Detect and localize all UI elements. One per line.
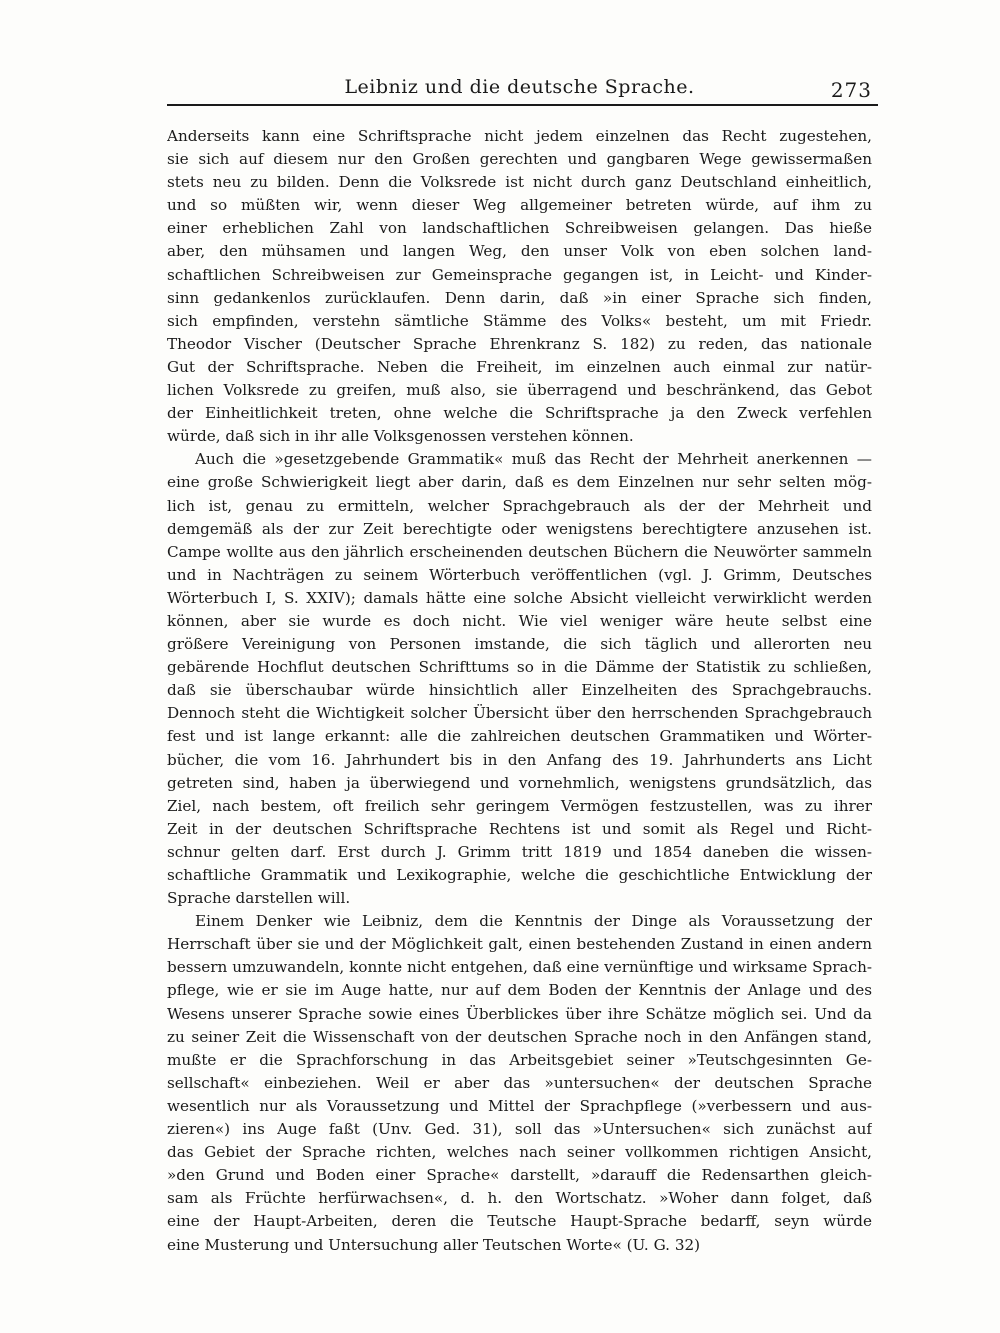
text-line: bücher, die vom 16. Jahrhundert bis in den Anfang des 19. Jahrhunderts ans Licht — [167, 750, 872, 769]
text-line: Ziel, nach bestem, oft freilich sehr geringem Vermögen festzustellen, was zu ihrer — [167, 796, 872, 815]
text-line: schaftlichen Schreibweisen zur Gemeinsprache gegangen ist, in Leicht- und Kinder- — [167, 265, 872, 284]
text-line: größere Vereinigung von Personen imstande, die sich täglich und allerorten neu — [167, 635, 872, 654]
text-line: sie sich auf diesem nur den Großen gerechten und gangbaren Wege gewissermaßen — [167, 150, 872, 169]
text-line: demgemäß als der zur Zeit berechtigte oder wenigstens berechtigtere anzusehen ist. — [167, 519, 872, 538]
text-line: Wesens unserer Sprache sowie eines Überblickes über ihre Schätze möglich sei. Und da — [167, 1004, 872, 1023]
text-line: getreten sind, haben ja überwiegend und vornehmlich, wenigstens grundsätzlich, das — [167, 773, 872, 792]
paragraph — [167, 125, 872, 448]
text-line: und so müßten wir, wenn dieser Weg allgemeiner betreten würde, auf ihm zu — [167, 196, 872, 215]
text-line: Auch die »gesetzgebende Grammatik« muß das Recht der Mehrheit anerkennen — — [195, 450, 872, 469]
text-line: lich ist, genau zu ermitteln, welcher Sprachgebrauch als der der Mehrheit und — [167, 496, 872, 515]
text-line: Zeit in der deutschen Schriftsprache Rechtens ist und somit als Regel und Richt- — [167, 819, 872, 838]
running-title: Leibniz und die deutsche Sprache. — [344, 76, 695, 98]
text-line: schnur gelten darf. Erst durch J. Grimm tritt 1819 und 1854 daneben die wissen- — [167, 842, 872, 861]
text-line: eine der Haupt-Arbeiten, deren die Teutsche Haupt-Sprache bedarff, seyn würde — [167, 1212, 872, 1231]
text-line: Dennoch steht die Wichtigkeit solcher Übersicht über den herrschenden Sprachgebrauch — [167, 704, 872, 723]
text-line: würde, daß sich in ihr alle Volksgenossen verstehen können. — [167, 427, 634, 446]
text-line: stets neu zu bilden. Denn die Volksrede ist nicht durch ganz Deutschland einheitlich, — [167, 173, 872, 192]
text-line: und in Nachträgen zu seinem Wörterbuch veröffentlichen (vgl. J. Grimm, Deutsches — [167, 565, 872, 584]
text-line: zu seiner Zeit die Wissenschaft von der deutschen Sprache noch in den Anfängen stand, — [167, 1027, 872, 1046]
text-line: fest und ist lange erkannt: alle die zahlreichen deutschen Grammatiken und Wörter- — [167, 727, 872, 746]
running-head — [167, 74, 872, 104]
text-line: pflege, wie er sie im Auge hatte, nur auf dem Boden der Kenntnis der Anlage und des — [167, 981, 872, 1000]
text-line: Wörterbuch I, S. XXIV); damals hätte eine solche Absicht vielleicht verwirklicht werden — [167, 588, 872, 607]
header-rule — [167, 104, 878, 106]
text-line: daß sie überschaubar würde hinsichtlich aller Einzelheiten des Sprachgebrauchs. — [167, 681, 872, 700]
text-line: einer erheblichen Zahl von landschaftlichen Schreibweisen gelangen. Das hieße — [167, 219, 872, 238]
text-line: mußte er die Sprachforschung in das Arbeitsgebiet seiner »Teutschgesinnten Ge- — [167, 1050, 872, 1069]
text-line: schaftliche Grammatik und Lexikographie, welche die geschichtliche Entwicklung der — [167, 866, 872, 884]
text-line: aber, den mühsamen und langen Weg, den unser Volk von eben solchen land- — [167, 242, 872, 261]
text-line: lichen Volksrede zu greifen, muß also, sie überragend und beschränkend, das Gebot — [167, 381, 872, 400]
text-line: das Gebiet der Sprache richten, welches nach seiner vollkommen richtigen Ansicht, — [167, 1143, 872, 1162]
paragraph — [167, 910, 872, 1256]
text-line: Einem Denker wie Leibniz, dem die Kenntnis der Dinge als Voraussetzung der — [195, 912, 872, 931]
paragraph — [167, 448, 872, 910]
text-line: Campe wollte aus den jährlich erscheinenden deutschen Büchern die Neuwörter sammeln — [167, 542, 872, 561]
text-line: Herrschaft über sie und der Möglichkeit galt, einen bestehenden Zustand in einen andern — [167, 935, 872, 954]
body-text — [167, 125, 872, 1257]
text-line: sellschaft« einbeziehen. Weil er aber das »untersuchen« der deutschen Sprache — [167, 1073, 872, 1092]
text-line: gebärende Hochflut deutschen Schrifttums so in die Dämme der Statistik zu schließen, — [167, 658, 872, 677]
text-line: eine große Schwierigkeit liegt aber darin, daß es dem Einzelnen nur sehr selten mög- — [167, 473, 872, 492]
text-line: Sprache darstellen will. — [167, 889, 351, 908]
text-line: »den Grund und Boden einer Sprache« darstellt, »darauff die Redensarthen gleich- — [167, 1166, 872, 1185]
text-line: sam als Früchte herfürwachsen«, d. h. den Wortschatz. »Woher dann folget, daß — [167, 1189, 872, 1208]
text-line: Anderseits kann eine Schriftsprache nicht jedem einzelnen das Recht zugestehen, — [167, 127, 872, 145]
text-line: sich empfinden, verstehn sämtliche Stämme des Volks« besteht, um mit Friedr. — [167, 311, 872, 330]
text-line: wesentlich nur als Voraussetzung und Mittel der Sprachpflege (»verbessern und aus- — [167, 1096, 872, 1115]
text-line: Theodor Vischer (Deutscher Sprache Ehrenkranz S. 182) zu reden, das nationale — [167, 334, 872, 353]
text-line: bessern umzuwandeln, konnte nicht entgehen, daß eine vernünftige und wirksame Sprach- — [167, 958, 872, 977]
text-line: der Einheitlichkeit treten, ohne welche die Schriftsprache ja den Zweck verfehlen — [167, 404, 872, 423]
text-line: können, aber sie wurde es doch nicht. Wie viel weniger wäre heute selbst eine — [167, 611, 872, 630]
text-line: sinn gedankenlos zurücklaufen. Denn darin, daß »in einer Sprache sich finden, — [167, 288, 872, 307]
text-line: Gut der Schriftsprache. Neben die Freiheit, im einzelnen auch einmal zur natür- — [167, 357, 872, 376]
text-line: zieren«) ins Auge faßt (Unv. Ged. 31), soll das »Untersuchen« sich zunächst auf — [167, 1120, 872, 1139]
text-line: eine Musterung und Untersuchung aller Teutschen Worte« (U. G. 32) — [167, 1235, 701, 1254]
page-number: 273 — [830, 78, 872, 102]
